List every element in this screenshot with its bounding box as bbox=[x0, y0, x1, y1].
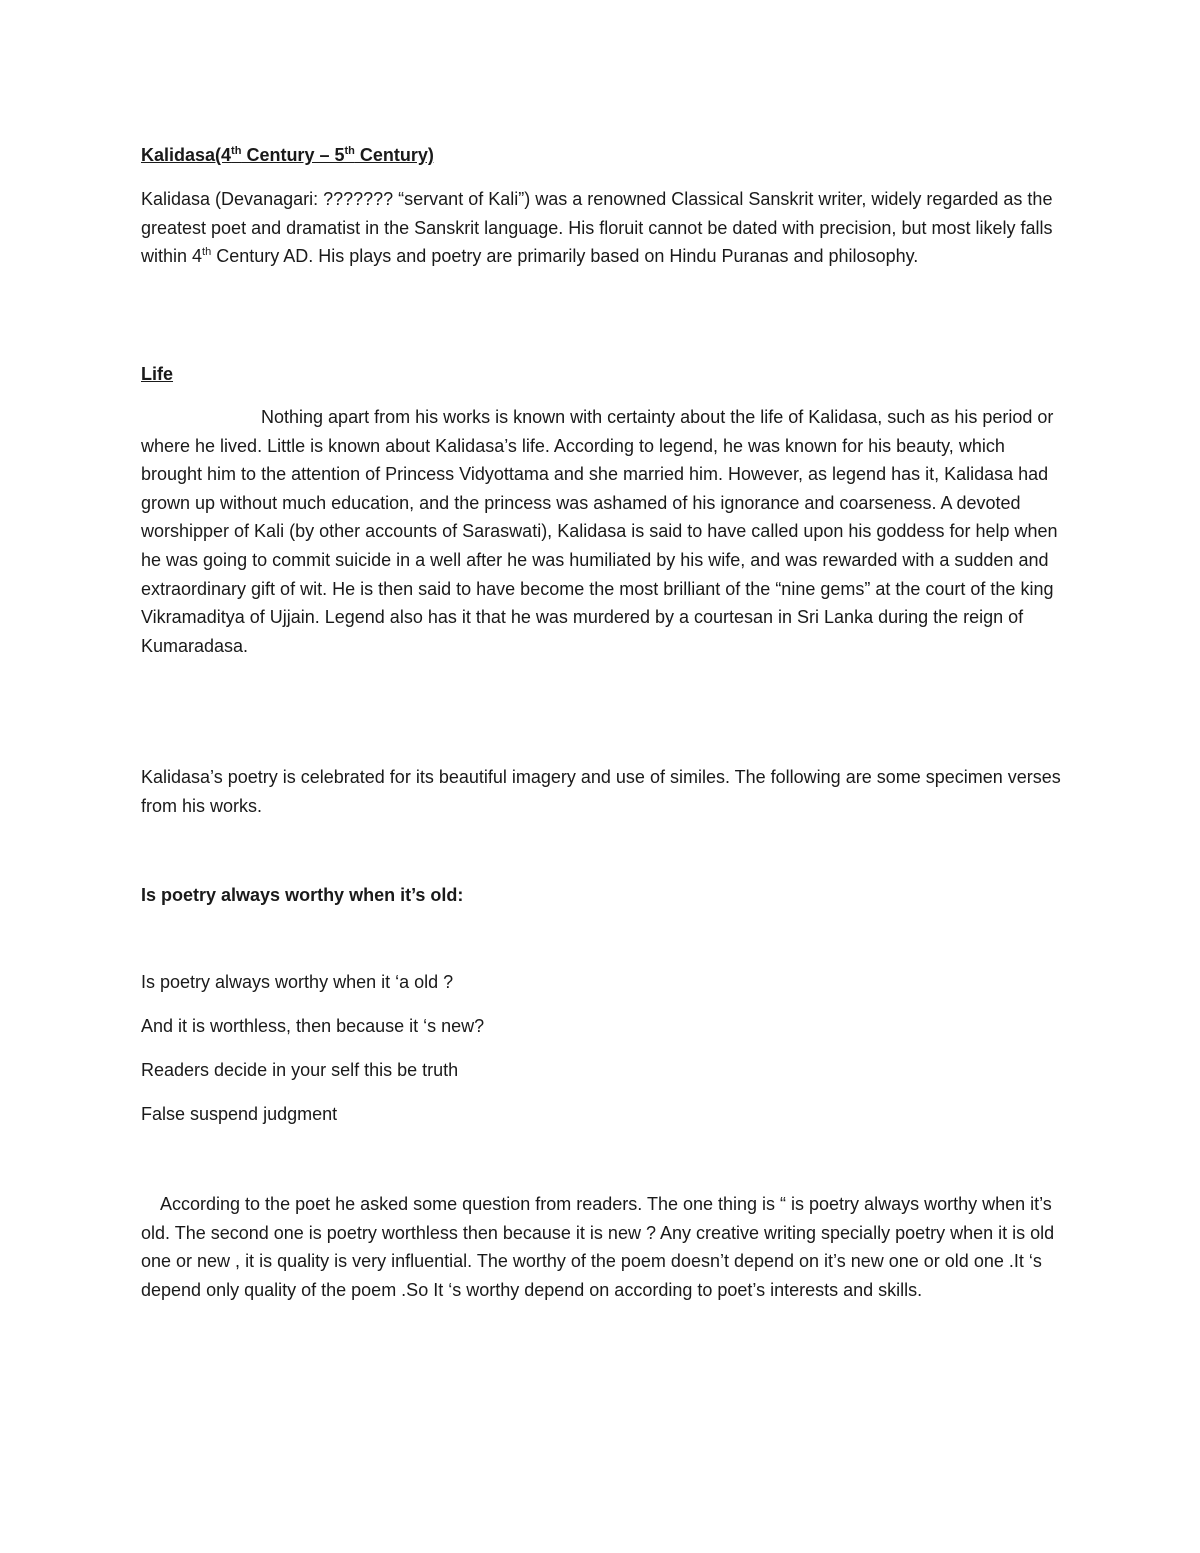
title-text-part2: Century – 5 bbox=[241, 145, 345, 165]
title-text-part1: Kalidasa(4 bbox=[141, 145, 232, 165]
life-heading: Life bbox=[141, 364, 174, 384]
poem-heading: Is poetry always worthy when it’s old: bbox=[141, 885, 464, 905]
poem-line: And it is worthless, then because it ‘s new? bbox=[141, 1016, 485, 1036]
poem-line: False suspend judgment bbox=[141, 1104, 338, 1124]
poem-line: Is poetry always worthy when it ‘a old ? bbox=[141, 972, 454, 992]
intro-text-part2: Century AD. His plays and poetry are primarily based on Hindu Puranas and philosophy. bbox=[211, 246, 919, 267]
title-superscript-1: th bbox=[231, 145, 242, 157]
commentary-paragraph: According to the poet he asked some question from readers. The one thing is “ is poetry always worthy when it’s old. The second one is poetry worthless then because it is new ? Any creative writing specially poetry when it is old one or new , it is quality is very influential. The worthy of the poem doesn’t depend on it’s new one or old one .It ‘s depend only quality of the poem .So It ‘s worthy depend on according to poet’s interests and skills. bbox=[141, 1194, 1055, 1300]
document-title bbox=[141, 141, 1061, 170]
title-superscript-2: th bbox=[344, 145, 355, 157]
intro-paragraph bbox=[141, 185, 1061, 271]
poem-line: Readers decide in your self this be truth bbox=[141, 1060, 459, 1080]
intro-text-part1: Kalidasa (Devanagari: ??????? “servant of Kali”) was a renowned Classical Sanskrit writer, widely regarded as the greatest poet and dramatist in the Sanskrit language. His floruit cannot be dated with precision, but most likely falls within 4 bbox=[141, 189, 1053, 267]
life-paragraph: Nothing apart from his works is known with certainty about the life of Kalidasa, such as his period or where he lived. Little is known about Kalidasa’s life. According to legend, he was known for his beauty, which brought him to the attention of Princess Vidyottama and she married him. However, as legend has it, Kalidasa had grown up without much education, and the princess was ashamed of his ignorance and coarseness. A devoted worshipper of Kali (by other accounts of Saraswati), Kalidasa is said to have called upon his goddess for help when he was going to commit suicide in a well after he was humiliated by his wife, and was rewarded with a sudden and extraordinary gift of wit. He is then said to have become the most brilliant of the “nine gems” at the court of the king Vikramaditya of Ujjain. Legend also has it that he was murdered by a courtesan in Sri Lanka during the reign of Kumaradasa. bbox=[141, 407, 1058, 656]
title-text-part3: Century) bbox=[354, 145, 434, 165]
intro-superscript: th bbox=[202, 246, 212, 259]
poetry-intro-paragraph: Kalidasa’s poetry is celebrated for its beautiful imagery and use of similes. The following are some specimen verses from his works. bbox=[141, 767, 1061, 816]
